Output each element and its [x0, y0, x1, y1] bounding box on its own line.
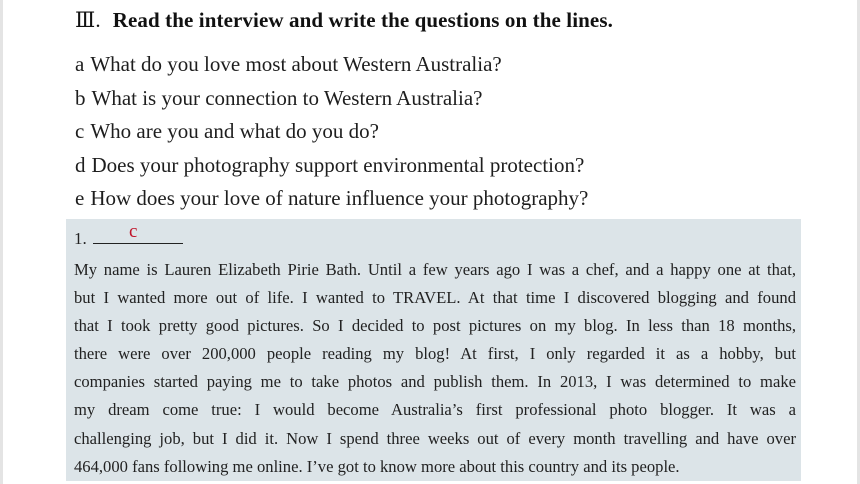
option-letter: c — [75, 119, 85, 143]
option-letter: b — [75, 85, 86, 110]
option-text: What is your connection to Western Australia? — [91, 85, 483, 110]
answer-number: 1. — [74, 229, 87, 248]
option-text: Does your photography support environmental protection? — [91, 152, 585, 177]
exercise-heading — [75, 8, 613, 33]
question-options-list — [75, 48, 588, 216]
question-option-d — [75, 149, 588, 183]
question-option-b — [75, 82, 588, 116]
option-text: What do you love most about Western Australia? — [90, 52, 502, 76]
interview-passage-box — [66, 219, 801, 481]
option-letter: d — [75, 152, 86, 177]
passage-line: my dream come true: I would become Australia’s first professional photo blogger. It was a — [74, 400, 796, 420]
option-letter: a — [75, 52, 85, 76]
passage-line: My name is Lauren Elizabeth Pirie Bath. Until a few years ago I was a chef, and a happy one at that, — [74, 260, 796, 279]
question-option-e — [75, 182, 588, 216]
option-text: How does your love of nature influence your photography? — [90, 186, 589, 210]
passage-line: that I took pretty good pictures. So I decided to post pictures on my blog. In less than 18 months, — [74, 316, 796, 336]
question-option-a — [75, 48, 588, 82]
answer-blank[interactable] — [93, 221, 183, 244]
exercise-number: Ⅲ. — [75, 8, 101, 32]
exercise-instruction: Read the interview and write the questions on the lines. — [112, 8, 613, 32]
interview-answer-text — [74, 256, 796, 481]
answer-text: c — [129, 221, 138, 242]
question-option-c — [75, 115, 588, 149]
passage-line: challenging job, but I did it. Now I spend three weeks out of every month travelling and have over — [74, 428, 796, 448]
passage-line: 464,000 fans following me online. I’ve got to know more about this country and its people. — [74, 456, 680, 476]
passage-line: companies started paying me to take photos and publish them. In 2013, I was determined to make — [74, 372, 796, 392]
option-letter: e — [75, 186, 85, 210]
passage-line: there were over 200,000 people reading my blog! At first, I only regarded it as a hobby, but — [74, 344, 796, 364]
option-text: Who are you and what do you do? — [90, 119, 379, 143]
passage-line: but I wanted more out of life. I wanted to TRAVEL. At that time I discovered blogging and found — [74, 288, 796, 308]
answer-line-1 — [74, 221, 183, 249]
